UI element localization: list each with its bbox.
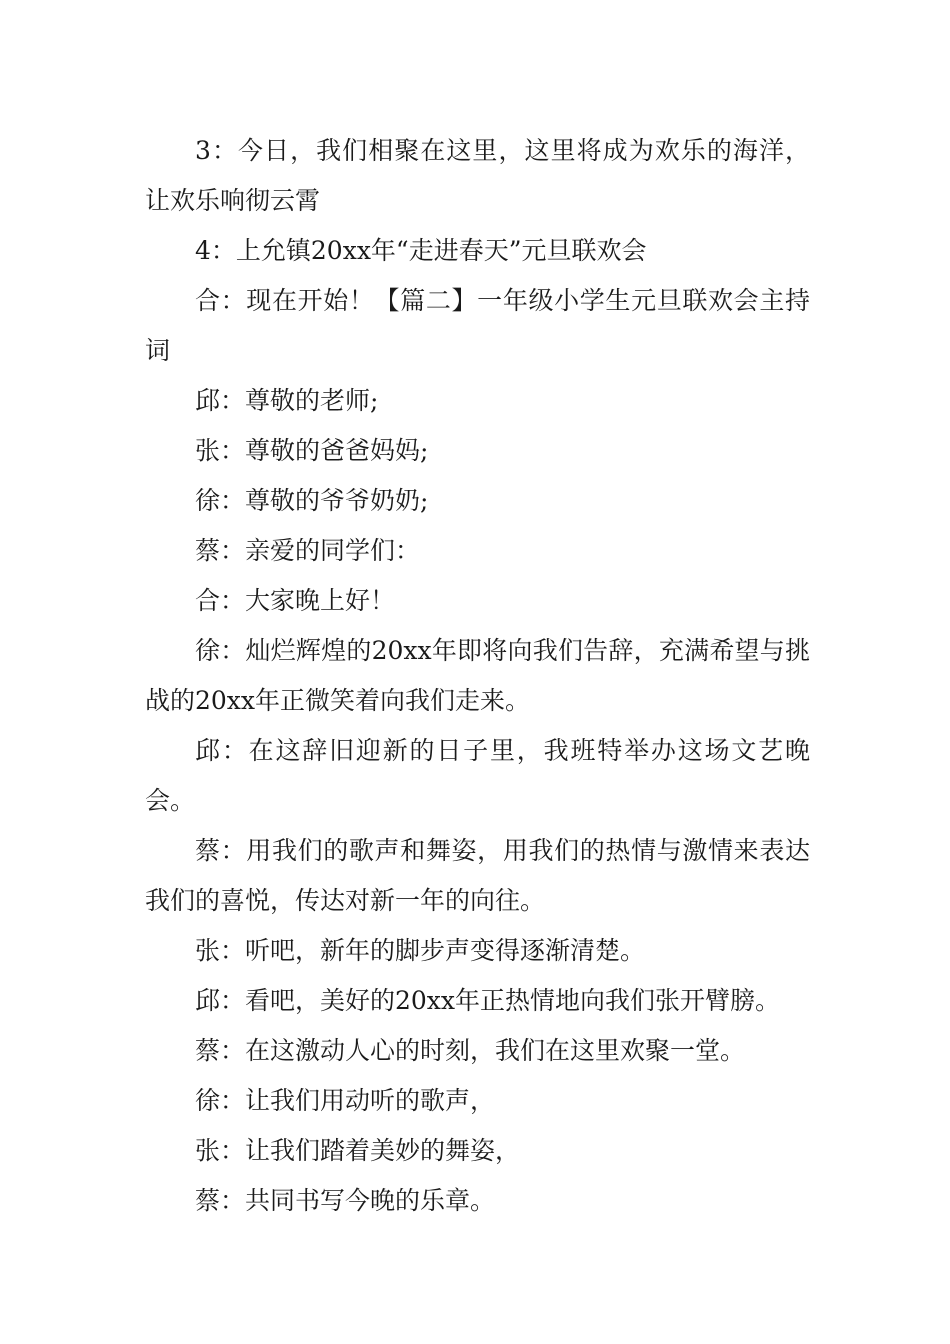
paragraph-16: 张：让我们踏着美妙的舞姿， bbox=[195, 1136, 521, 1165]
paragraph-15: 徐：让我们用动听的歌声， bbox=[195, 1086, 496, 1115]
document-body bbox=[145, 126, 810, 1226]
paragraph-7: 蔡：亲爱的同学们： bbox=[195, 536, 421, 565]
paragraph-9: 徐：灿烂辉煌的20xx年即将向我们告辞，充满希望与挑战的20xx年正微笑着向我们走来。 bbox=[145, 636, 810, 715]
paragraph-13: 邱：看吧，美好的20xx年正热情地向我们张开臂膀。 bbox=[195, 986, 781, 1015]
paragraph-6: 徐：尊敬的爷爷奶奶; bbox=[195, 486, 429, 515]
paragraph-2: 4：上允镇20xx年“走进春天”元旦联欢会 bbox=[195, 236, 647, 265]
paragraph-12: 张：听吧，新年的脚步声变得逐渐清楚。 bbox=[195, 936, 646, 965]
paragraph-8: 合：大家晚上好！ bbox=[195, 586, 396, 615]
paragraph-17: 蔡：共同书写今晚的乐章。 bbox=[195, 1186, 496, 1215]
paragraph-10: 邱：在这辞旧迎新的日子里，我班特举办这场文艺晚会。 bbox=[145, 736, 810, 815]
paragraph-4: 邱：尊敬的老师; bbox=[195, 386, 379, 415]
paragraph-14: 蔡：在这激动人心的时刻，我们在这里欢聚一堂。 bbox=[195, 1036, 746, 1065]
paragraph-11: 蔡：用我们的歌声和舞姿，用我们的热情与激情来表达我们的喜悦，传达对新一年的向往。 bbox=[145, 836, 810, 915]
paragraph-3: 合：现在开始！【篇二】一年级小学生元旦联欢会主持词 bbox=[145, 286, 810, 365]
paragraph-5: 张：尊敬的爸爸妈妈; bbox=[195, 436, 429, 465]
paragraph-1: 3：今日，我们相聚在这里，这里将成为欢乐的海洋，让欢乐响彻云霄 bbox=[145, 136, 810, 215]
